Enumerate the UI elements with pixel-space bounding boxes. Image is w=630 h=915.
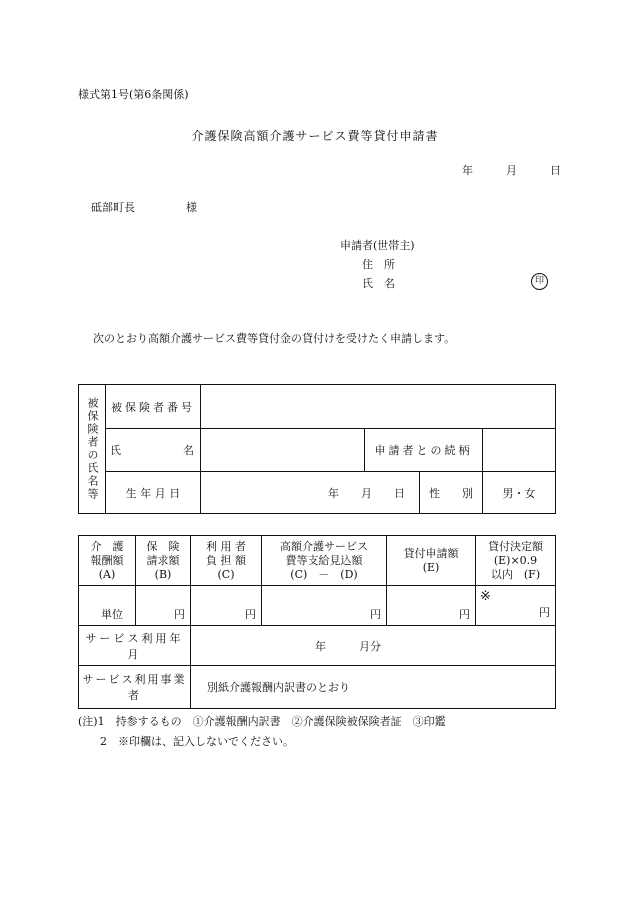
- header-loan-decision: 貸付決定額 (E)×0.9 以内 (F): [476, 536, 556, 586]
- provider-value[interactable]: 別紙介護報酬内訳書のとおり: [191, 666, 556, 709]
- loan-decision-field: ※ 円: [476, 586, 556, 626]
- statement: 次のとおり高額介護サービス費等貸付金の貸付けを受けたく申請します。: [93, 332, 456, 345]
- seal-mark: 印: [531, 273, 548, 290]
- birth-label: 生 年 月 日: [106, 472, 201, 514]
- date-line: [462, 162, 561, 178]
- date-month-label: 月: [506, 164, 517, 177]
- loan-request-field[interactable]: 円: [387, 586, 476, 626]
- form-number: 様式第1号(第6条関係): [78, 88, 189, 101]
- applicant-address-label: 住 所: [362, 258, 395, 271]
- relation-label: 申請者との続柄: [365, 429, 483, 472]
- birth-value[interactable]: 年 月 日: [201, 472, 420, 514]
- addressee-honorific: 様: [186, 201, 197, 214]
- care-fee-field[interactable]: [79, 586, 136, 626]
- page-title: 介護保険高額介護サービス費等貸付申請書: [191, 129, 439, 143]
- unit-label: 単位: [101, 608, 123, 621]
- name-field[interactable]: [201, 429, 365, 472]
- user-burden-field[interactable]: 円: [191, 586, 262, 626]
- note-line-2: 2 ※印欄は、記入しないでください。: [100, 735, 294, 748]
- name-label-1: 氏: [110, 444, 121, 457]
- amount-table: [78, 535, 556, 709]
- note-line-1: (注)1 持参するもの ①介護報酬内訳書 ②介護保険被保険者証 ③印鑑: [78, 715, 446, 728]
- insured-number-label: 被保険者番号: [106, 385, 201, 429]
- header-user-burden: 利 用 者 負 担 額 (C): [191, 536, 262, 586]
- header-care-fee: 介 護 報酬額 (A): [79, 536, 136, 586]
- applicant-label: 申請者(世帯主): [340, 239, 415, 252]
- service-month-value[interactable]: 年 月分: [191, 626, 556, 666]
- notes: [78, 712, 446, 752]
- insured-number-field[interactable]: [201, 385, 556, 429]
- header-insurance-claim: 保 険 請求額 (B): [136, 536, 191, 586]
- applicant-block: [340, 236, 415, 293]
- insured-side-label: 被保険者の氏名等: [86, 397, 99, 501]
- name-label-2: 名: [183, 444, 194, 457]
- header-expected-payment: 高額介護サービス 費等支給見込額 (C) － (D): [262, 536, 387, 586]
- date-day-label: 日: [550, 164, 561, 177]
- relation-field[interactable]: [483, 429, 556, 472]
- sex-label: 性 別: [420, 472, 483, 514]
- expected-payment-field[interactable]: 円: [262, 586, 387, 626]
- addressee: [91, 199, 197, 215]
- date-year-label: 年: [462, 164, 473, 177]
- name-label-cell: [106, 429, 201, 472]
- header-loan-request: 貸付申請額 (E): [387, 536, 476, 586]
- insured-info-table: [78, 384, 556, 514]
- applicant-name-label: 氏 名: [362, 277, 395, 290]
- insurance-claim-field[interactable]: 円: [136, 586, 191, 626]
- office-use-mark: ※: [480, 589, 491, 604]
- service-month-label: サービス利用年月: [79, 626, 191, 666]
- insured-side-cell: [79, 385, 106, 514]
- provider-label: サービス利用事業者: [79, 666, 191, 709]
- sex-value[interactable]: 男・女: [483, 472, 556, 514]
- addressee-name: 砥部町長: [91, 201, 135, 214]
